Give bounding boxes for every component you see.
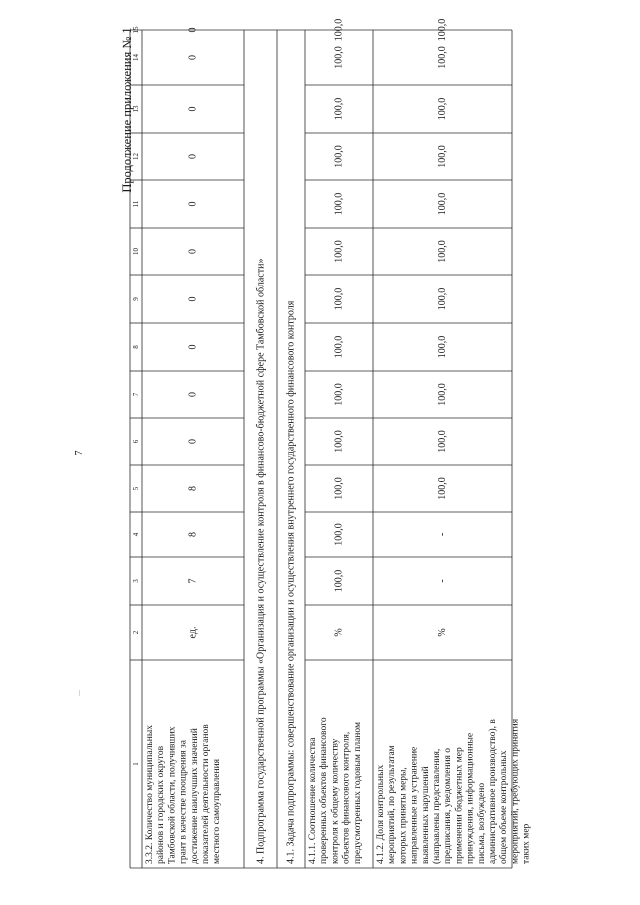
column-number-10: 10 <box>132 248 140 255</box>
row-1-label-line: показателей деятельности органов <box>201 724 211 864</box>
row-3-label-line: мероприятий, по результатам <box>387 745 398 864</box>
row-3-unit: % <box>437 628 448 637</box>
row-1-value-8: 0 <box>187 344 199 350</box>
column-number-8: 8 <box>132 345 140 349</box>
row-2-label-line: объектов финансового контроля, <box>341 731 352 864</box>
row-3-value-8: 100,0 <box>437 335 448 359</box>
row-3-value-11: 100,0 <box>437 192 448 216</box>
row-3-label-line: предписания, уведомления о <box>443 747 454 864</box>
row-1-label-line: 3.3.2. Количество муниципальных <box>145 725 155 864</box>
row-2-value-8: 100,0 <box>333 335 345 359</box>
row-1-label-line: местного самоуправления <box>212 758 223 864</box>
row-3-label-line: письма, возбуждено <box>476 782 487 864</box>
row-2-value-15: 100,0 <box>333 18 345 42</box>
row-3-label-line: общем объеме контрольных <box>499 750 510 864</box>
row-3-value-3: - <box>437 579 448 583</box>
row-3-label-line: выявленных нарушений <box>420 766 431 864</box>
row-2-value-13: 100,0 <box>333 97 345 121</box>
column-number-13: 13 <box>132 105 140 113</box>
row-3-value-10: 100,0 <box>437 240 448 263</box>
row-1-value-9: 0 <box>187 296 199 302</box>
row-2-value-11: 100,0 <box>333 192 345 216</box>
column-number-14: 14 <box>132 54 140 61</box>
row-1-value-4: 8 <box>187 532 199 537</box>
column-number-3: 3 <box>132 579 140 583</box>
column-number-5: 5 <box>132 486 140 491</box>
row-2-label-line: проверенных объектов финансового <box>319 717 330 864</box>
row-2-value-6: 100,0 <box>333 430 345 453</box>
row-3-label-line: направленные на устранение <box>409 746 420 864</box>
faint-mark: ... <box>73 690 82 696</box>
row-3-label-line: мероприятий, требующих принятия <box>510 718 521 864</box>
row-1-value-12: 0 <box>187 154 199 159</box>
row-3-label-line: 4.1.2. Доля контрольных <box>376 764 386 864</box>
row-2-value-3: 100,0 <box>333 569 345 593</box>
row-3-value-15: 100,0 <box>437 18 448 42</box>
row-3-value-13: 100,0 <box>437 97 448 121</box>
row-1-label-line: Тамбовской области, получивших <box>167 726 178 864</box>
row-2-label-line: контроля к общему количеству <box>330 738 341 864</box>
row-1-label-line: грант в качестве поощрения за <box>178 739 189 864</box>
row-2-value-14: 100,0 <box>333 46 345 69</box>
row-2-value-4: 100,0 <box>333 523 345 546</box>
row-1-value-11: 0 <box>187 201 199 207</box>
row-3-label-line: применении бюджетных мер <box>454 747 465 864</box>
row-3-value-12: 100,0 <box>437 145 448 168</box>
row-3-label-line: таких мер <box>521 823 532 864</box>
row-1-value-3: 7 <box>187 578 199 584</box>
row-2-label-line: предусмотренных годовым планом <box>352 722 363 864</box>
row-2-value-10: 100,0 <box>333 240 345 263</box>
row-1-label-line: районов и городских округов <box>156 745 167 864</box>
section-task: 4.1. Задача подпрограммы: совершенствование организации и осуществления внутреннего государственного финансового контроля <box>285 300 297 864</box>
column-number-7: 7 <box>132 392 140 397</box>
row-2-value-12: 100,0 <box>333 145 345 168</box>
column-number-15: 15 <box>132 26 140 34</box>
row-3-label-line: принуждения, информационные <box>465 732 476 864</box>
row-3-label-line: которых приняты меры, <box>398 767 409 864</box>
column-number-4: 4 <box>132 532 140 537</box>
section-subprogram: 4. Подпрограмма государственной программы «Организация и осуществление контроля в финансово-бюджетной сфере Тамбовской области» <box>255 258 267 864</box>
row-1-value-10: 0 <box>187 249 199 254</box>
row-1-value-7: 0 <box>187 392 199 397</box>
row-3-value-9: 100,0 <box>437 287 448 311</box>
row-2-value-7: 100,0 <box>333 383 345 406</box>
column-number-1: 1 <box>132 762 140 766</box>
row-1-value-14: 0 <box>187 55 199 60</box>
row-2-value-9: 100,0 <box>333 287 345 311</box>
column-number-2: 2 <box>132 630 140 635</box>
continuation-title: Продолжение приложения № 1 <box>120 27 134 193</box>
column-number-11: 11 <box>132 200 140 208</box>
row-1-unit: ед. <box>187 626 199 639</box>
row-1-value-5: 8 <box>187 486 199 491</box>
row-3-value-6: 100,0 <box>437 430 448 453</box>
row-1-value-13: 0 <box>187 106 199 112</box>
row-1-value-6: 0 <box>187 439 199 444</box>
row-3-value-4: - <box>437 532 448 537</box>
row-1-value-15: 0 <box>187 27 199 33</box>
column-number-12: 12 <box>132 153 140 160</box>
row-3-label-line: административное производство), в <box>488 719 498 864</box>
column-number-6: 6 <box>132 439 140 444</box>
row-2-unit: % <box>333 628 345 637</box>
page-number: 7 <box>74 450 85 456</box>
row-1-label-line: достижение наилучших значений <box>189 728 200 864</box>
row-3-value-5: 100,0 <box>437 477 448 500</box>
row-3-value-7: 100,0 <box>437 383 448 406</box>
row-3-label-line: (направлены представления, <box>432 748 442 864</box>
row-2-value-5: 100,0 <box>333 477 345 500</box>
column-number-9: 9 <box>132 297 140 301</box>
row-3-value-14: 100,0 <box>437 46 448 69</box>
row-2-label-line: 4.1.1. Соотношение количества <box>308 737 318 864</box>
